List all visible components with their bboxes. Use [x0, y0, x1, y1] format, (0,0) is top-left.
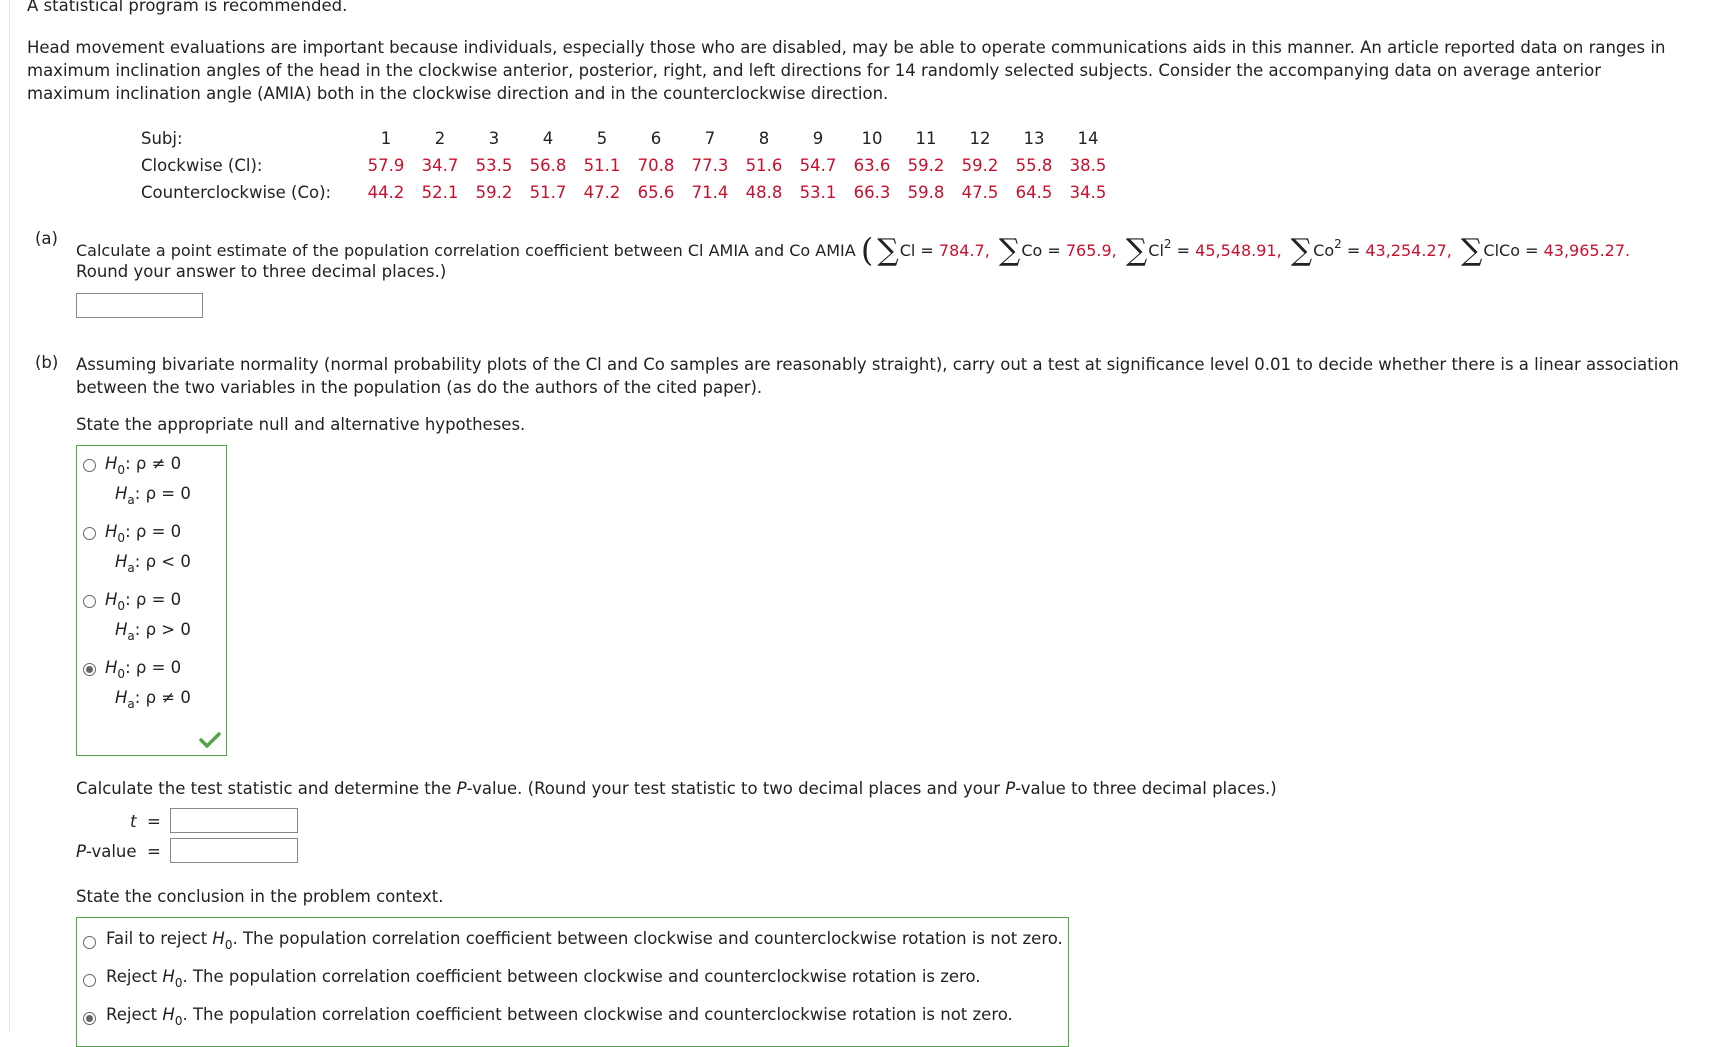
- hypothesis-h0-3: [105, 590, 182, 613]
- h-symbol: H: [105, 522, 118, 541]
- hypothesis-radio-2[interactable]: [83, 527, 96, 540]
- sub-0: 0: [117, 531, 126, 545]
- co-cell: 59.8: [907, 183, 945, 202]
- conclusion-option-1: [106, 929, 1063, 952]
- p-italic: P: [1005, 779, 1016, 798]
- checkmark-icon: [199, 731, 221, 749]
- p-value-label: [76, 842, 161, 861]
- co-cell: 48.8: [745, 183, 783, 202]
- h-symbol: H: [162, 967, 175, 986]
- h0-expr: : ρ = 0: [125, 590, 182, 609]
- cl-cell: 38.5: [1069, 156, 1107, 175]
- sum-co2-label: Co: [1313, 241, 1335, 260]
- co-cell: 64.5: [1015, 183, 1053, 202]
- sum-cl-label: Cl =: [899, 241, 934, 260]
- subj-cell: 7: [704, 129, 716, 148]
- part-a-label: (a): [35, 229, 58, 248]
- table-row-counterclockwise: [141, 179, 1115, 206]
- t-symbol: t: [130, 812, 137, 831]
- conclusion-prompt: State the conclusion in the problem context.: [76, 887, 444, 906]
- conclusion-post: . The population correlation coefficient between clockwise and counterclockwise rotation is not zero.: [232, 929, 1063, 948]
- sum-cl2-eq: =: [1171, 241, 1191, 260]
- co-cell: 52.1: [421, 183, 459, 202]
- cl-cell: 57.9: [367, 156, 405, 175]
- conclusion-radio-1[interactable]: [83, 936, 96, 949]
- sum-clco-value: 43,965.27.: [1543, 241, 1631, 260]
- cl-cell: 55.8: [1015, 156, 1053, 175]
- co-cell: 51.7: [529, 183, 567, 202]
- hypothesis-ha-2: [115, 552, 191, 575]
- cl-cell: 34.7: [421, 156, 459, 175]
- h-symbol: H: [115, 688, 128, 707]
- conclusion-radio-3[interactable]: [83, 1012, 96, 1025]
- ha-expr: : ρ = 0: [134, 484, 191, 503]
- left-rule: [9, 0, 10, 1032]
- conclusion-radio-2[interactable]: [83, 974, 96, 987]
- conclusion-post: . The population correlation coefficient between clockwise and counterclockwise rotation is zero.: [182, 967, 981, 986]
- co-cell: 59.2: [475, 183, 513, 202]
- sub-a: a: [127, 493, 135, 507]
- test-statistic-input[interactable]: [170, 808, 298, 833]
- hypothesis-h0-2: [105, 522, 182, 545]
- sum-co2-value: 43,254.27,: [1365, 241, 1452, 260]
- hypothesis-radio-1[interactable]: [83, 459, 96, 472]
- conclusion-pre: Reject: [106, 967, 163, 986]
- co-cell: 53.1: [799, 183, 837, 202]
- part-b-text: Assuming bivariate normality (normal probability plots of the Cl and Co samples are reasonably straight), carry out a test at significance level 0.01 to decide whether there is a linear association between the two variables in the population (as do the authors of the cited paper).: [76, 355, 1679, 397]
- co-cell: 44.2: [367, 183, 405, 202]
- sup-2: 2: [1163, 236, 1172, 251]
- sigma-icon: ∑: [998, 233, 1021, 268]
- row-label-counterclockwise: Counterclockwise (Co):: [141, 183, 332, 202]
- table-row-clockwise: [141, 152, 1115, 179]
- sum-co-label: Co =: [1021, 241, 1061, 260]
- cl-cell: 63.6: [853, 156, 891, 175]
- subj-cell: 10: [861, 129, 883, 148]
- p-value-text: -value: [85, 842, 137, 861]
- hypothesis-h0-4: [105, 658, 182, 681]
- subj-cell: 3: [488, 129, 500, 148]
- h0-expr: : ρ = 0: [125, 522, 182, 541]
- ha-expr: : ρ ≠ 0: [134, 688, 191, 707]
- ha-expr: : ρ > 0: [134, 620, 191, 639]
- cl-cell: 70.8: [637, 156, 675, 175]
- subj-cell: 13: [1023, 129, 1045, 148]
- h-symbol: H: [162, 1005, 175, 1024]
- subj-cell: 2: [434, 129, 446, 148]
- intro-text: A statistical program is recommended.: [27, 0, 348, 15]
- sum-cl2-value: 45,548.91,: [1195, 241, 1282, 260]
- sub-0: 0: [117, 599, 126, 613]
- conclusion-post: . The population correlation coefficient between clockwise and counterclockwise rotation is not zero.: [182, 1005, 1013, 1024]
- subj-cell: 6: [650, 129, 662, 148]
- cl-cell: 54.7: [799, 156, 837, 175]
- p-symbol: P: [76, 842, 86, 861]
- cl-cell: 53.5: [475, 156, 513, 175]
- cl-cell: 51.1: [583, 156, 621, 175]
- h-symbol: H: [212, 929, 225, 948]
- sum-co2-eq: =: [1341, 241, 1361, 260]
- sum-cl-value: 784.7,: [938, 241, 990, 260]
- t-equals: =: [146, 812, 161, 831]
- co-cell: 71.4: [691, 183, 729, 202]
- co-cell: 34.5: [1069, 183, 1107, 202]
- hypothesis-ha-4: [115, 688, 191, 711]
- part-a-text: Calculate a point estimate of the population correlation coefficient between Cl AMIA and Co AMIA: [76, 241, 856, 260]
- cl-cell: 77.3: [691, 156, 729, 175]
- h-symbol: H: [115, 620, 128, 639]
- p-equals: =: [147, 842, 161, 861]
- sigma-icon: ∑: [1125, 233, 1148, 268]
- sub-0: 0: [174, 976, 183, 990]
- h0-expr: : ρ ≠ 0: [125, 454, 182, 473]
- p-value-input[interactable]: [170, 838, 298, 863]
- sup-2: 2: [1334, 236, 1342, 251]
- calc-prompt-part: -value to three decimal places.): [1015, 779, 1277, 798]
- h-symbol: H: [115, 552, 128, 571]
- ha-expr: : ρ < 0: [134, 552, 191, 571]
- subj-cell: 9: [812, 129, 824, 148]
- h-symbol: H: [105, 590, 118, 609]
- conclusion-pre: Reject: [106, 1005, 163, 1024]
- co-cell: 47.2: [583, 183, 621, 202]
- hypothesis-ha-3: [115, 620, 191, 643]
- h0-expr: : ρ = 0: [125, 658, 182, 677]
- calc-prompt-part: Calculate the test statistic and determine the: [76, 779, 457, 798]
- sub-a: a: [127, 561, 135, 575]
- correlation-answer-input[interactable]: [76, 293, 203, 318]
- sub-0: 0: [117, 667, 126, 681]
- part-b-label: (b): [35, 353, 59, 372]
- conclusion-pre: Fail to reject: [106, 929, 213, 948]
- t-label: [130, 812, 161, 831]
- sum-clco-label: ClCo =: [1483, 241, 1539, 260]
- hypothesis-radio-4[interactable]: [83, 663, 96, 676]
- p-italic: P: [456, 779, 467, 798]
- subj-cell: 11: [915, 129, 937, 148]
- h-symbol: H: [105, 658, 118, 677]
- data-table: [141, 125, 1115, 206]
- co-cell: 65.6: [637, 183, 675, 202]
- sum-co-value: 765.9,: [1065, 241, 1117, 260]
- sub-0: 0: [174, 1014, 183, 1028]
- subj-cell: 4: [542, 129, 554, 148]
- cl-cell: 59.2: [907, 156, 945, 175]
- hypotheses-option-box: [76, 445, 227, 756]
- sub-0: 0: [117, 463, 126, 477]
- conclusion-option-2: [106, 967, 981, 990]
- cl-cell: 59.2: [961, 156, 999, 175]
- conclusion-option-3: [106, 1005, 1013, 1028]
- cl-cell: 56.8: [529, 156, 567, 175]
- table-row-subj: [141, 125, 1115, 152]
- calc-prompt-part: -value. (Round your test statistic to two decimal places and your: [466, 779, 1006, 798]
- calc-prompt: [76, 779, 1277, 798]
- paren-open: (: [860, 231, 874, 269]
- hypothesis-ha-1: [115, 484, 191, 507]
- hypotheses-prompt: State the appropriate null and alternative hypotheses.: [76, 415, 526, 434]
- row-label-clockwise: Clockwise (Cl):: [141, 156, 263, 175]
- subj-cell: 8: [758, 129, 770, 148]
- part-a-round-text: Round your answer to three decimal places.): [76, 262, 447, 281]
- subj-cell: 12: [969, 129, 991, 148]
- co-cell: 66.3: [853, 183, 891, 202]
- subj-cell: 1: [380, 129, 392, 148]
- sub-a: a: [127, 629, 135, 643]
- hypothesis-h0-1: [105, 454, 182, 477]
- sigma-icon: ∑: [877, 233, 899, 268]
- hypothesis-radio-3[interactable]: [83, 595, 96, 608]
- part-a-question: [76, 229, 1631, 269]
- h-symbol: H: [115, 484, 128, 503]
- sigma-icon: ∑: [1460, 233, 1483, 268]
- problem-paragraph: Head movement evaluations are important because individuals, especially those who are disabled, may be able to operate communications aids in this manner. An article reported data on ranges in maximum inclination angles of the head in the clockwise anterior, posterior, right, and left directions for 14 randomly selected subjects. Consider the accompanying data on average anterior maximum inclination angle (AMIA) both in the clockwise direction and in the counterclockwise direction.: [27, 38, 1666, 103]
- sub-a: a: [127, 697, 135, 711]
- row-label-subj: Subj:: [141, 129, 183, 148]
- sigma-icon: ∑: [1290, 233, 1313, 268]
- subj-cell: 5: [596, 129, 608, 148]
- co-cell: 47.5: [961, 183, 999, 202]
- subj-cell: 14: [1077, 129, 1099, 148]
- sub-0: 0: [224, 938, 233, 952]
- h-symbol: H: [105, 454, 118, 473]
- sum-cl2-label: Cl: [1148, 241, 1164, 260]
- cl-cell: 51.6: [745, 156, 783, 175]
- conclusion-option-box: [76, 917, 1069, 1047]
